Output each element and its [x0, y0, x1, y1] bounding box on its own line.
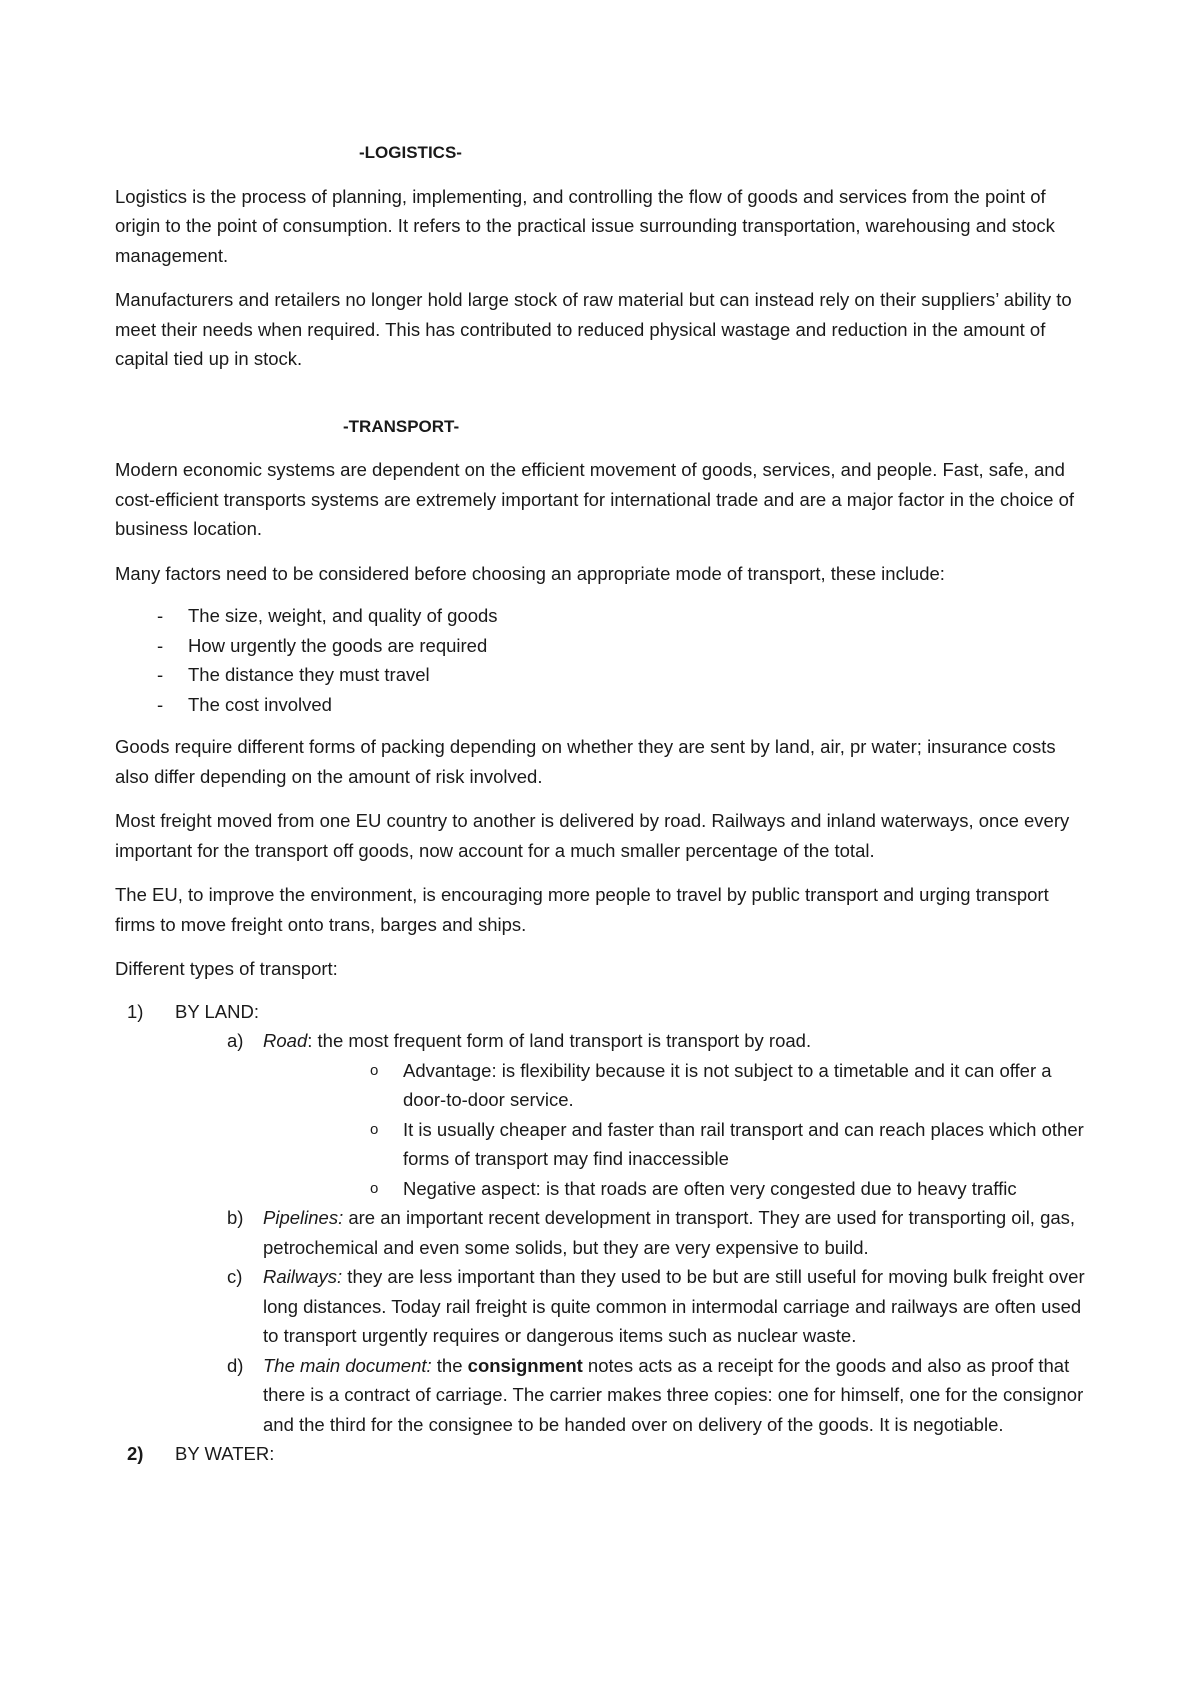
pipelines-item: [115, 1203, 1090, 1262]
section-by-water: [115, 1439, 1090, 1469]
dash-bullet: -: [157, 693, 164, 715]
list-item: [115, 631, 1090, 661]
factors-list: [115, 601, 1090, 719]
list-item: [115, 1174, 1090, 1204]
list-letter: b): [227, 1207, 244, 1228]
list-number: 2): [127, 1443, 144, 1464]
list-letter: a): [227, 1030, 244, 1051]
transport-paragraph-5: The EU, to improve the environment, is encouraging more people to travel by public transport and urging transport firms to move freight onto trans, barges and ships.: [115, 884, 1049, 935]
transport-types-intro: Different types of transport:: [115, 958, 338, 979]
railways-text: they are less important than they used to be but are still useful for moving bulk freight over long distances. Today rail freight is quite common in intermodal carriage and railways are often used to transport urgently requires or dangerous items such as nuclear waste.: [263, 1266, 1085, 1346]
main-document-text: the: [431, 1354, 468, 1376]
factor-text: How urgently the goods are required: [188, 634, 488, 656]
main-document-text: notes acts as a receipt for the goods and also as proof that there is a contract of carriage. The carrier makes three copies: one for himself, one for the consignor and the third for the consignee to be handed over on delivery of the goods. It is negotiable.: [263, 1354, 1084, 1435]
railways-item: [115, 1262, 1090, 1351]
transport-paragraph-3: Goods require different forms of packing depending on whether they are sent by land, air, pr water; insurance costs also differ depending on the amount of risk involved.: [115, 736, 1056, 787]
road-point-text: Negative aspect: is that roads are often very congested due to heavy traffic: [403, 1177, 1017, 1199]
logistics-paragraph-1: Logistics is the process of planning, implementing, and controlling the flow of goods and services from the point of origin to the point of consumption. It refers to the practical issue surrounding transportation, warehousing and stock management.: [115, 185, 1055, 266]
list-item: [115, 1056, 1090, 1115]
transport-heading: -TRANSPORT-: [343, 416, 460, 436]
logistics-heading: -LOGISTICS-: [359, 143, 462, 162]
transport-paragraph-2: Many factors need to be considered before choosing an appropriate mode of transport, these include:: [115, 562, 945, 584]
list-letter: c): [227, 1266, 243, 1287]
list-item: [115, 690, 1090, 720]
road-text: : the most frequent form of land transport is transport by road.: [307, 1030, 812, 1051]
main-document-item: [115, 1351, 1090, 1440]
transport-paragraph-4: Most freight moved from one EU country to another is delivered by road. Railways and inland waterways, once every important for the transport off goods, now account for a much smaller percentage of the total.: [115, 810, 1070, 861]
main-document-term: The main document:: [263, 1354, 432, 1376]
circle-bullet: o: [370, 1179, 379, 1197]
list-letter: d): [227, 1354, 244, 1376]
list-item: [115, 660, 1090, 690]
road-point-text: Advantage: is flexibility because it is not subject to a timetable and it can offer a door-to-door service.: [403, 1059, 1052, 1110]
dash-bullet: -: [157, 605, 164, 626]
section-label: BY WATER:: [175, 1443, 275, 1464]
circle-bullet: o: [370, 1120, 379, 1138]
pipelines-text: are an important recent development in transport. They are used for transporting oil, gas, petrochemical and even some solids, but they are very expensive to build.: [263, 1207, 1076, 1258]
road-point-text: It is usually cheaper and faster than rail transport and can reach places which other forms of transport may find inaccessible: [403, 1118, 1084, 1169]
logistics-paragraph-2: Manufacturers and retailers no longer hold large stock of raw material but can instead rely on their suppliers’ ability to meet their needs when required. This has contributed to reduced physical wastage and reduction in the amount of capital tied up in stock.: [115, 289, 1072, 369]
dash-bullet: -: [157, 664, 164, 685]
transport-paragraph-1: Modern economic systems are dependent on the efficient movement of goods, services, and people. Fast, safe, and cost-efficient transports systems are extremely important for international trade and are a major factor in the choice of business location.: [115, 459, 1075, 539]
consignment-term: consignment: [467, 1354, 583, 1376]
road-item: [115, 1026, 1090, 1056]
list-item: [115, 1115, 1090, 1174]
list-item: [115, 601, 1090, 631]
dash-bullet: -: [157, 634, 164, 656]
factor-text: The cost involved: [188, 693, 332, 715]
section-by-land: [115, 997, 1090, 1027]
document-body: [115, 138, 1090, 1469]
road-term: Road: [263, 1030, 308, 1051]
factor-text: The size, weight, and quality of goods: [188, 605, 498, 626]
pipelines-term: Pipelines:: [263, 1207, 344, 1228]
section-label: BY LAND:: [175, 1000, 259, 1022]
list-number: 1): [127, 1000, 144, 1022]
circle-bullet: o: [370, 1061, 379, 1079]
railways-term: Railways:: [263, 1266, 343, 1287]
factor-text: The distance they must travel: [188, 664, 430, 685]
